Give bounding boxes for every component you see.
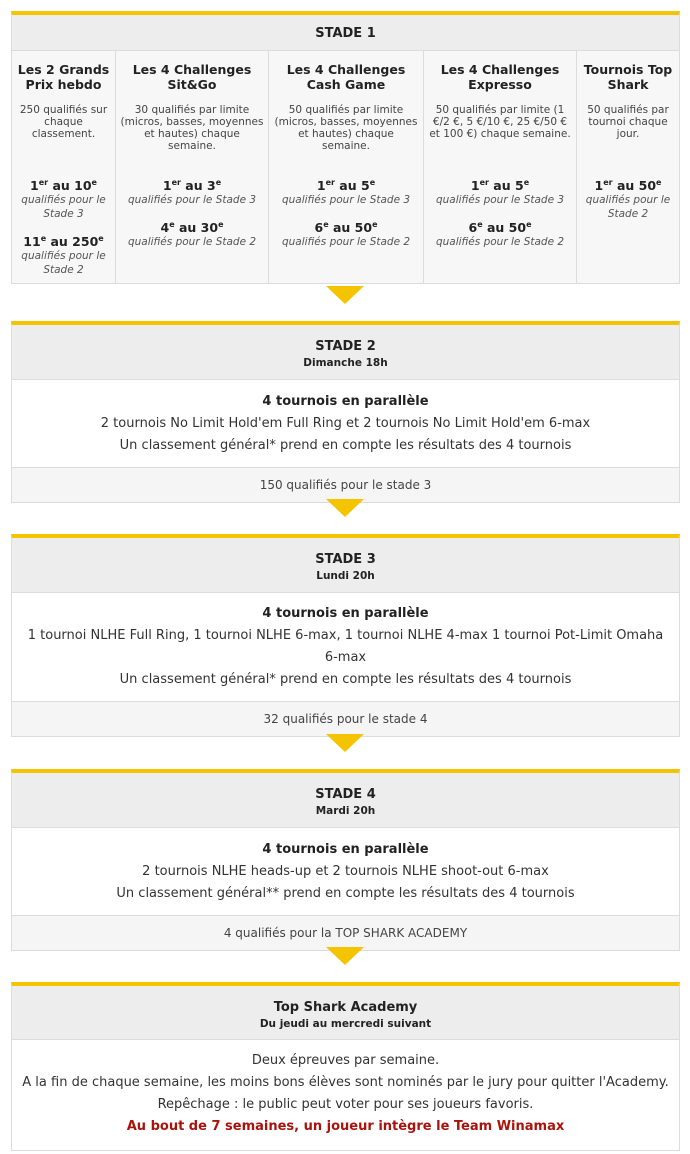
rank-range: 6e au 50e bbox=[314, 220, 378, 235]
column-desc: 50 qualifiés par limite (1 €/2 €, 5 €/10 €, 25 €/50 € et 100 €) chaque semaine. bbox=[429, 104, 571, 140]
column-expresso bbox=[424, 51, 577, 283]
column-top-shark bbox=[577, 51, 679, 283]
rank-sub: qualifiés pour le Stade 2 bbox=[21, 250, 106, 276]
stage-2-body bbox=[12, 380, 679, 468]
stage-4-line-1: 4 tournois en parallèle bbox=[262, 842, 429, 857]
column-grands-prix bbox=[12, 51, 116, 283]
stage-4-subtitle: Mardi 20h bbox=[315, 805, 376, 817]
rank-sub: qualifiés pour le Stade 2 bbox=[127, 236, 257, 248]
stage-2-line-2: 2 tournois No Limit Hold'em Full Ring et 2 tournois No Limit Hold'em 6-max bbox=[100, 416, 591, 431]
rank-sub: qualifiés pour le Stade 3 bbox=[21, 194, 106, 220]
rank-sub: qualifiés pour le Stade 3 bbox=[127, 194, 257, 206]
column-title: Les 2 Grands Prix hebdo bbox=[17, 62, 110, 92]
stage-2-subtitle: Dimanche 18h bbox=[303, 357, 388, 369]
rank-range: 11e au 250e bbox=[23, 234, 104, 249]
stage-2-line-3: Un classement général* prend en compte les résultats des 4 tournois bbox=[119, 438, 572, 453]
academy-line-1: Deux épreuves par semaine. bbox=[251, 1053, 440, 1068]
stage-3-header bbox=[12, 538, 679, 593]
stage-1-panel bbox=[11, 11, 680, 284]
stage-4-footer: 4 qualifiés pour la TOP SHARK ACADEMY bbox=[12, 916, 679, 950]
stage-2-header bbox=[12, 325, 679, 380]
stage-3-line-3: Un classement général* prend en compte les résultats des 4 tournois bbox=[119, 672, 572, 687]
stage-3-footer: 32 qualifiés pour le stade 4 bbox=[12, 702, 679, 736]
column-title: Les 4 Challenges Cash Game bbox=[286, 62, 406, 92]
academy-header bbox=[12, 986, 679, 1040]
rank-range: 1er au 10e bbox=[30, 178, 97, 193]
academy-title: Top Shark Academy bbox=[273, 1000, 418, 1015]
stage-4-line-2: 2 tournois NLHE heads-up et 2 tournois NLHE shoot-out 6-max bbox=[142, 864, 549, 879]
stage-2-title: STADE 2 bbox=[315, 339, 376, 354]
stage-3-panel bbox=[11, 534, 680, 737]
stage-2-panel bbox=[11, 321, 680, 503]
column-desc: 50 qualifiés par limite (micros, basses, moyennes et hautes) chaque semaine. bbox=[274, 104, 418, 152]
academy-line-3: Repêchage : le public peut voter pour ses joueurs favoris. bbox=[157, 1097, 534, 1112]
academy-body bbox=[12, 1040, 679, 1150]
rank-range: 4e au 30e bbox=[160, 220, 224, 235]
stage-2-footer: 150 qualifiés pour le stade 3 bbox=[12, 468, 679, 502]
column-title: Tournois Top Shark bbox=[583, 62, 673, 92]
down-arrow-icon bbox=[326, 947, 364, 965]
rank-sub: qualifiés pour le Stade 2 bbox=[435, 236, 565, 248]
column-desc: 250 qualifiés sur chaque classement. bbox=[19, 104, 108, 140]
rank-range: 6e au 50e bbox=[468, 220, 532, 235]
academy-subtitle: Du jeudi au mercredi suivant bbox=[259, 1018, 432, 1030]
rank-sub: qualifiés pour le Stade 3 bbox=[435, 194, 565, 206]
rank-sub: qualifiés pour le Stade 3 bbox=[281, 194, 411, 206]
stage-1-header bbox=[12, 15, 679, 51]
column-cash-game bbox=[269, 51, 424, 283]
stage-3-title: STADE 3 bbox=[315, 552, 376, 567]
stage-4-line-3: Un classement général** prend en compte les résultats des 4 tournois bbox=[116, 886, 575, 901]
down-arrow-icon bbox=[326, 286, 364, 304]
stage-3-subtitle: Lundi 20h bbox=[316, 570, 375, 582]
column-desc: 50 qualifiés par tournoi chaque jour. bbox=[587, 104, 669, 140]
rank-sub: qualifiés pour le Stade 2 bbox=[585, 194, 671, 220]
column-title: Les 4 Challenges Expresso bbox=[440, 62, 560, 92]
column-desc: 30 qualifiés par limite (micros, basses, moyennes et hautes) chaque semaine. bbox=[120, 104, 264, 152]
rank-range: 1er au 50e bbox=[594, 178, 662, 193]
stage-4-header bbox=[12, 773, 679, 828]
down-arrow-icon bbox=[326, 499, 364, 517]
stage-1-title: STADE 1 bbox=[315, 26, 376, 41]
stage-2-line-1: 4 tournois en parallèle bbox=[262, 394, 429, 409]
stage-3-line-2: 1 tournoi NLHE Full Ring, 1 tournoi NLHE 6-max, 1 tournoi NLHE 4-max 1 tournoi Pot-Limit Omaha 6-max bbox=[27, 628, 664, 665]
academy-highlight: Au bout de 7 semaines, un joueur intègre le Team Winamax bbox=[126, 1119, 565, 1134]
stage-4-body bbox=[12, 828, 679, 916]
academy-line-2: A la fin de chaque semaine, les moins bons élèves sont nominés par le jury pour quitter l'Academy. bbox=[22, 1075, 669, 1090]
rank-range: 1er au 3e bbox=[162, 178, 222, 193]
stage-1-columns bbox=[12, 51, 679, 283]
rank-range: 1er au 5e bbox=[316, 178, 376, 193]
down-arrow-icon bbox=[326, 734, 364, 752]
academy-panel bbox=[11, 982, 680, 1151]
column-sitgo bbox=[116, 51, 269, 283]
stage-3-line-1: 4 tournois en parallèle bbox=[262, 606, 429, 621]
stage-4-title: STADE 4 bbox=[315, 787, 376, 802]
rank-range: 1er au 5e bbox=[470, 178, 530, 193]
column-title: Les 4 Challenges Sit&Go bbox=[132, 62, 252, 92]
stage-4-panel bbox=[11, 769, 680, 951]
rank-sub: qualifiés pour le Stade 2 bbox=[281, 236, 411, 248]
stage-3-body bbox=[12, 593, 679, 702]
